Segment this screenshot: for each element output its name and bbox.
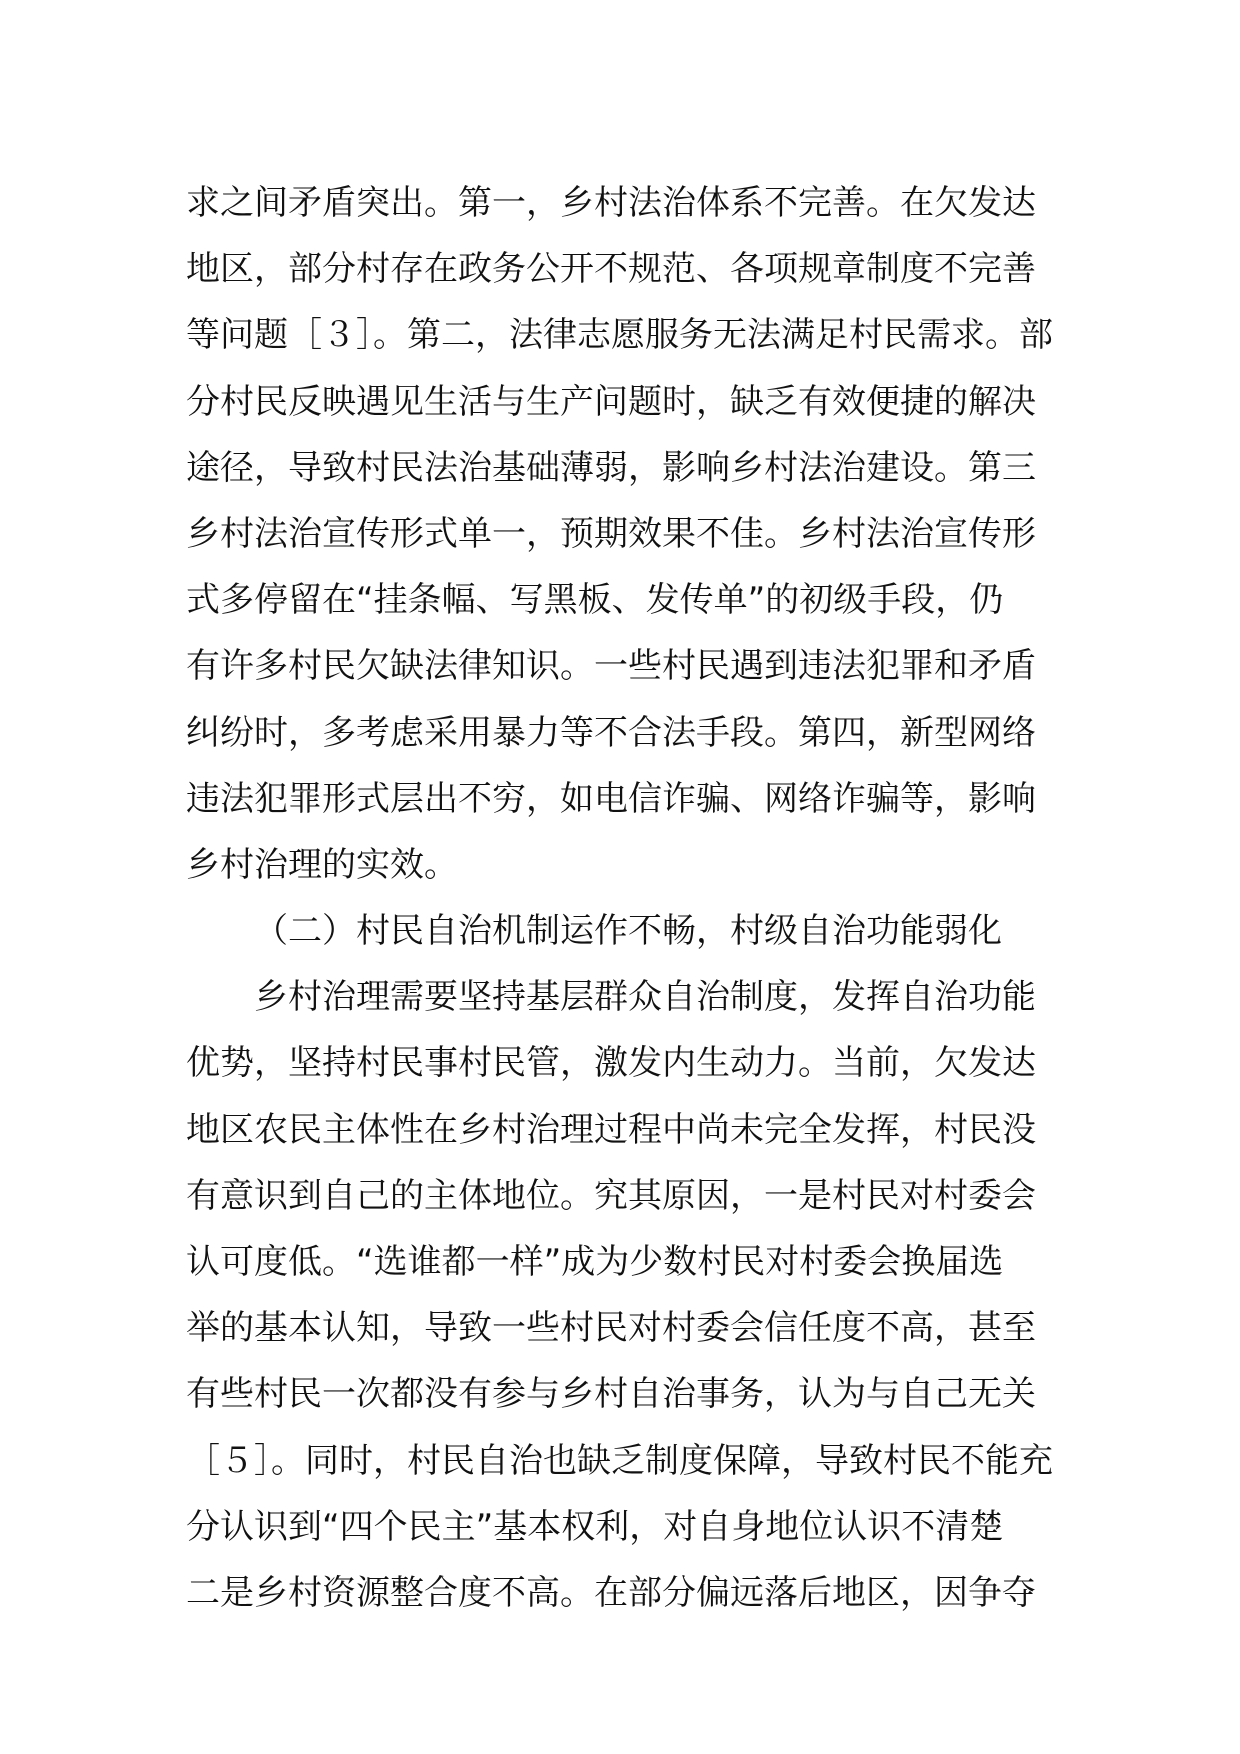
text-line: 纠纷时，多考虑采用暴力等不合法手段。第四，新型网络 [186, 712, 1036, 753]
text-line: 违法犯罪形式层出不穷，如电信诈骗、网络诈骗等，影响 [186, 778, 1036, 819]
text-line: 乡村法治宣传形式单一，预期效果不佳。乡村法治宣传形 [186, 513, 1036, 554]
text-line: 有些村民一次都没有参与乡村自治事务，认为与自己无关 [186, 1374, 1036, 1415]
paragraph-first-line: 乡村治理需要坚持基层群众自治制度，发挥自治功能 [254, 977, 1036, 1018]
text-line: 分村民反映遇见生活与生产问题时，缺乏有效便捷的解决 [186, 381, 1036, 422]
text-line: 途径，导致村民法治基础薄弱，影响乡村法治建设。第三 [186, 447, 1036, 488]
text-line: 有意识到自己的主体地位。究其原因，一是村民对村委会 [186, 1175, 1036, 1216]
text-line: 地区，部分村存在政务公开不规范、各项规章制度不完善 [186, 249, 1036, 290]
text-line: 优势，坚持村民事村民管，激发内生动力。当前，欠发达 [186, 1043, 1036, 1084]
text-line: 地区农民主体性在乡村治理过程中尚未完全发挥，村民没 [186, 1109, 1036, 1150]
text-line: 式多停留在“挂条幅、写黑板、发传单”的初级手段，仍 [186, 580, 1004, 621]
text-line: 求之间矛盾突出。第一，乡村法治体系不完善。在欠发达 [186, 183, 1036, 223]
section-heading: （二）村民自治机制运作不畅，村级自治功能弱化 [254, 911, 1002, 952]
text-line: 认可度低。“选谁都一样”成为少数村民对村委会换届选 [186, 1242, 1004, 1282]
text-line: 举的基本认知，导致一些村民对村委会信任度不高，甚至 [186, 1308, 1036, 1349]
text-line: 二是乡村资源整合度不高。在部分偏远落后地区，因争夺 [186, 1572, 1036, 1613]
body-text [186, 170, 1066, 1626]
text-line: ［５］。同时，村民自治也缺乏制度保障，导致村民不能充 [186, 1440, 1053, 1481]
text-line: 等问题［３］。第二，法律志愿服务无法满足村民需求。部 [186, 315, 1053, 356]
text-line: 乡村治理的实效。 [186, 844, 458, 885]
text-line: 有许多村民欠缺法律知识。一些村民遇到违法犯罪和矛盾 [186, 646, 1036, 687]
text-line: 分认识到“四个民主”基本权利，对自身地位认识不清楚 [186, 1506, 1004, 1547]
